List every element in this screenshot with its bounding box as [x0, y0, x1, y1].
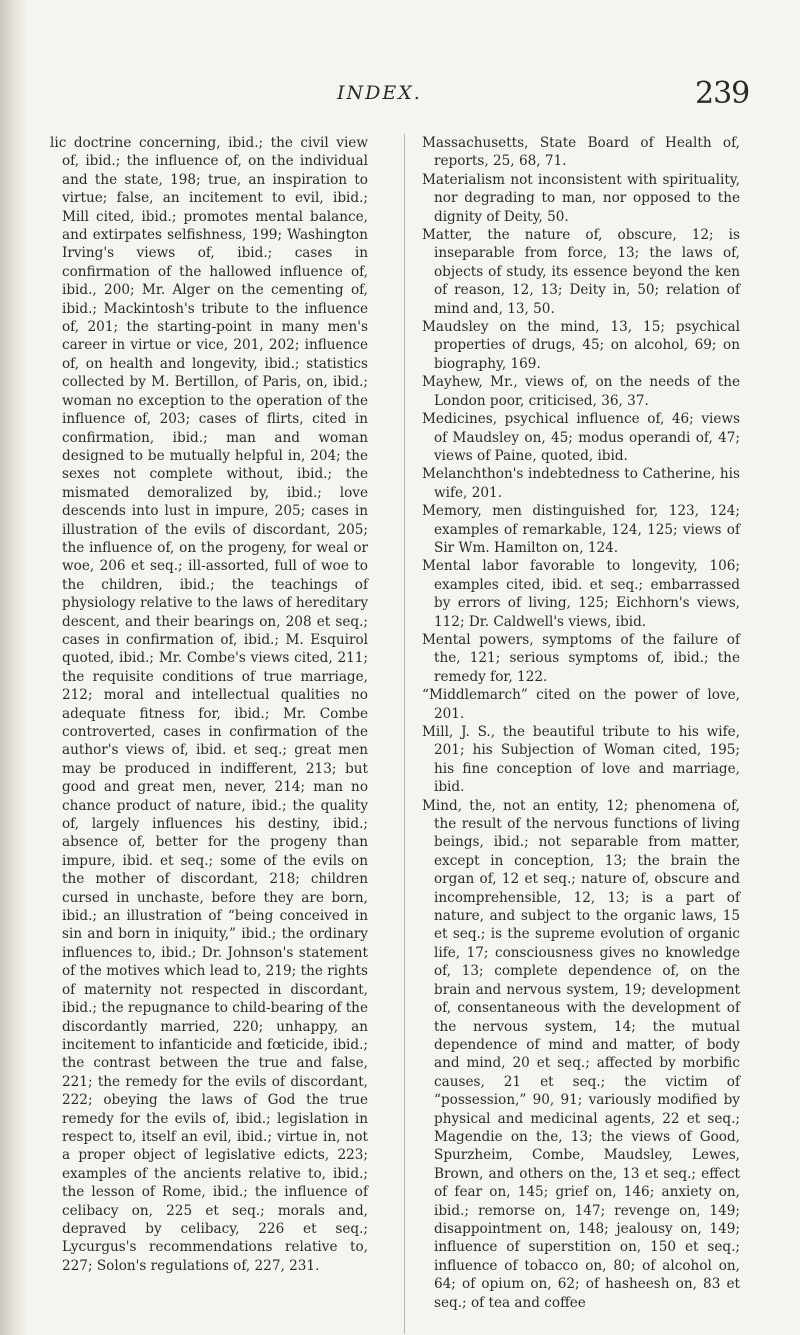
index-entry: Mental powers, symptoms of the failure of the, 121; serious symptoms of, ibid.; the remedy for, 122.	[422, 631, 740, 685]
index-column-right	[422, 134, 740, 1312]
index-entry: Materialism not inconsistent with spirituality, nor degrading to man, nor opposed to the dignity of Deity, 50.	[422, 171, 740, 225]
index-entry: “Middlemarch” cited on the power of love, 201.	[422, 687, 740, 722]
page-header	[0, 74, 800, 114]
index-entry: Mental labor favorable to longevity, 106; examples cited, ibid. et seq.; embarrassed by errors of living, 125; Eichhorn's views, 112; Dr. Caldwell's views, ibid.	[422, 558, 740, 630]
index-entry: lic doctrine concerning, ibid.; the civil view of, ibid.; the influence of, on the individual and the state, 198; true, an inspiration to virtue; false, an incitement to evil, ibid.; Mill cited, ibid.; promotes mental balance, and extirpates selfishness, 199; Washington Irving's views of, ibid.; cases in confirmation of the hallowed influence of, ibid., 200; Mr. Alger on the cementing of, ibid.; Mackintosh's tribute to the influence of, 201; the starting-point in many men's career in virtue or vice, 201, 202; influence of, on health and longevity, ibid.; statistics collected by M. Bertillon, of Paris, on, ibid.; woman no exception to the operation of the influence of, 203; cases of flirts, cited in confirmation, ibid.; man and woman designed to be mutually helpful in, 204; the sexes not complete without, ibid.; the mismated demoralized by, ibid.; love descends into lust in impure, 205; cases in illustration of the evils of discordant, 205; the influence of, on the progeny, for weal or woe, 206 et seq.; ill-assorted, full of woe to the children, ibid.; the teachings of physiology relative to the laws of hereditary descent, and their bearings on, 208 et seq.; cases in confirmation of, ibid.; M. Esquirol quoted, ibid.; Mr. Combe's views cited, 211; the requisite conditions of true marriage, 212; moral and intellectual qualities no adequate fitness for, ibid.; Mr. Combe controverted, cases in confirmation of the author's views of, ibid. et seq.; great men may be produced in indifferent, 213; but good and great men, never, 214; man no chance product of nature, ibid.; the quality of, largely influences his destiny, ibid.; absence of, better for the progeny than impure, ibid. et seq.; some of the evils on the mother of discordant, 218; children cursed in unchaste, before they are born, ibid.; an illustration of “being conceived in sin and born in iniquity,” ibid.; the ordinary influences to, ibid.; Dr. Johnson's statement of the motives which lead to, 219; the rights of maternity not respected in discordant, ibid.; the repugnance to child-bearing of the discordantly married, 220; unhappy, an incitement to infanticide and fœticide, ibid.; the contrast between the true and false, 221; the remedy for the evils of discordant, 222; obeying the laws of God the true remedy for the evils of, ibid.; legislation in respect to, itself an evil, ibid.; virtue in, not a proper object of legislative edicts, 223; examples of the ancients relative to, ibid.; the lesson of Rome, ibid.; the influence of celibacy on, 225 et seq.; morals and, depraved by celibacy, 226 et seq.; Lycurgus's recommendations relative to, 227; Solon's regulations of, 227, 231.	[50, 135, 368, 1274]
index-entry: Mill, J. S., the beautiful tribute to his wife, 201; his Subjection of Woman cited, 195; his fine conception of love and marriage, ibid.	[422, 724, 740, 796]
index-entry: Mayhew, Mr., views of, on the needs of the London poor, criticised, 36, 37.	[422, 374, 740, 409]
index-entry: Medicines, psychical influence of, 46; views of Maudsley on, 45; modus operandi of, 47; views of Paine, quoted, ibid.	[422, 411, 740, 464]
index-entry: Maudsley on the mind, 13, 15; psychical properties of drugs, 45; on alcohol, 69; on biography, 169.	[422, 319, 740, 372]
running-head: INDEX.	[337, 82, 422, 104]
index-column-left	[50, 134, 368, 1275]
index-entry: Massachusetts, State Board of Health of, reports, 25, 68, 71.	[422, 135, 740, 170]
index-entry: Melanchthon's indebtedness to Catherine, his wife, 201.	[422, 466, 740, 501]
index-entry: Mind, the, not an entity, 12; phenomena of, the result of the nervous functions of living beings, ibid.; not separable from matter, except in conception, 13; the brain the organ of, 12 et seq.; nature of, obscure and incomprehensible, 12, 13; is a part of nature, and subject to the organic laws, 15 et seq.; is the supreme evolution of organic life, 17; consciousness gives no knowledge of, 13; complete dependence of, on the brain and nervous system, 19; development of, consentaneous with the development of the nervous system, 14; the mutual dependence of mind and matter, of body and mind, 20 et seq.; affected by morbific causes, 21 et seq.; the victim of “possession,” 90, 91; variously modified by physical and medicinal agents, 22 et seq.; Magendie on the, 13; the views of Good, Spurzheim, Combe, Maudsley, Lewes, Brown, and others on the, 13 et seq.; effect of fear on, 145; grief on, 146; anxiety on, ibid.; remorse on, 147; revenge on, 149; disappointment on, 148; jealousy on, 149; influence of superstition on, 150 et seq.; influence of tobacco on, 80; of alcohol on, 64; of opium on, 62; of hasheesh on, 83 et seq.; of tea and coffee	[422, 797, 740, 1311]
page-edge-shadow	[0, 0, 28, 1335]
page-number: 239	[695, 76, 750, 111]
index-entry: Matter, the nature of, obscure, 12; is inseparable from force, 13; the laws of, objects of study, its essence beyond the ken of reason, 12, 13; Deity in, 50; relation of mind and, 13, 50.	[422, 227, 740, 317]
column-divider	[404, 134, 405, 1334]
index-entry: Memory, men distinguished for, 123, 124; examples of remarkable, 124, 125; views of Sir Wm. Hamilton on, 124.	[422, 503, 740, 556]
